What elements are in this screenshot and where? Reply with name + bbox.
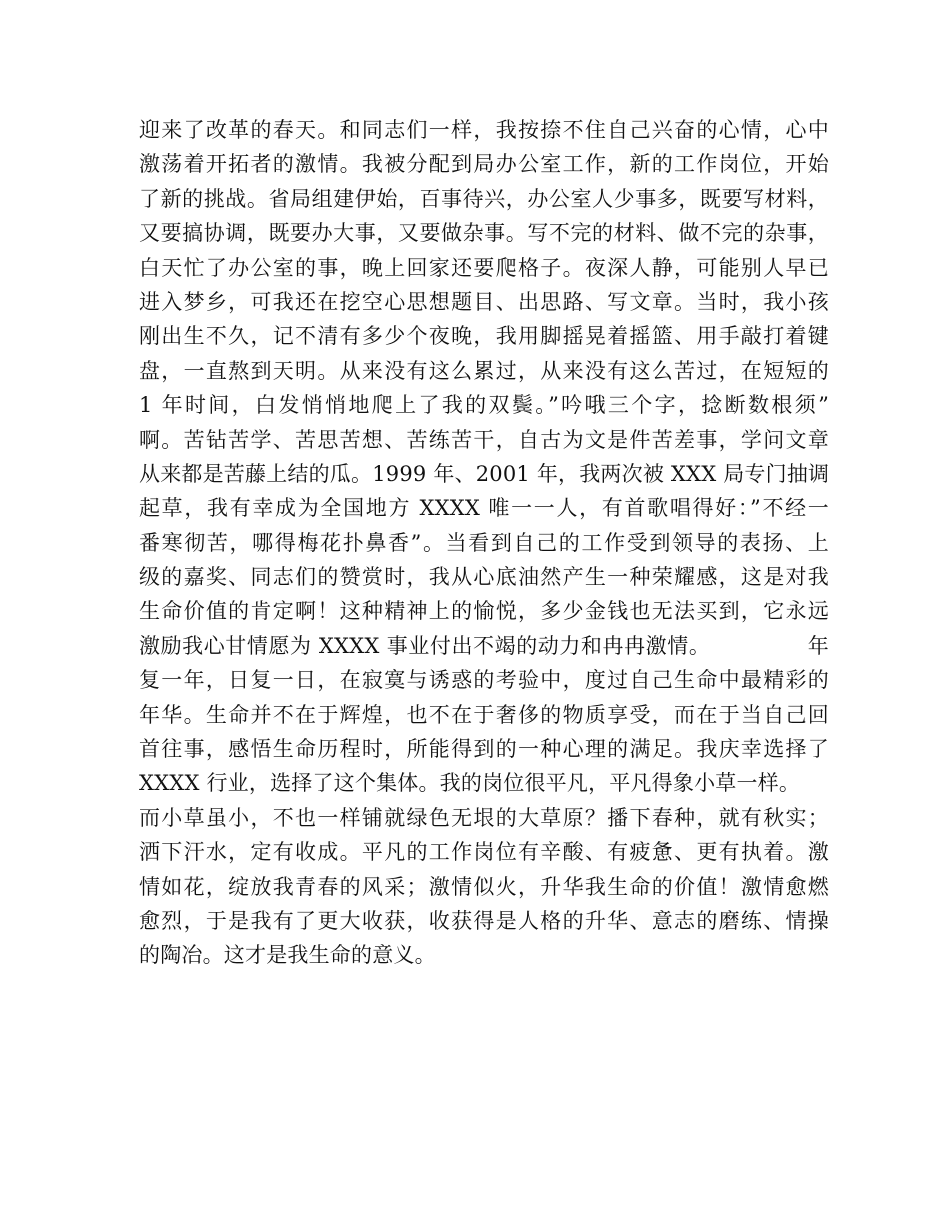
- text-line: 激荡着开拓者的激情。我被分配到局办公室工作，新的工作岗位，开始: [139, 152, 829, 177]
- text-line: XXXX 行业，选择了这个集体。我的岗位很平凡，平凡得象小草一样。: [139, 771, 801, 796]
- text-line: 情如花，绽放我青春的风采；激情似火，升华我生命的价值！激情愈燃: [139, 874, 829, 899]
- text-line: 年华。生命并不在于辉煌，也不在于奢侈的物质享受，而在于当自己回: [139, 702, 829, 727]
- text-line: 刚出生不久，记不清有多少个夜晚，我用脚摇晃着摇篮、用手敲打着键: [139, 324, 829, 349]
- text-line: 白天忙了办公室的事，晚上回家还要爬格子。夜深人静，可能别人早已: [139, 255, 829, 280]
- text-line: 洒下汗水，定有收成。平凡的工作岗位有辛酸、有疲惫、更有执着。激: [139, 840, 829, 865]
- text-line: 级的嘉奖、同志们的赞赏时，我从心底油然产生一种荣耀感，这是对我: [139, 565, 829, 590]
- text-line: 激励我心甘情愿为 XXXX 事业付出不竭的动力和冉冉激情。 年: [139, 633, 829, 658]
- text-line: 迎来了改革的春天。和同志们一样，我按捺不住自己兴奋的心情，心中: [139, 118, 829, 142]
- text-line: 又要搞协调，既要办大事，又要做杂事。写不完的材料、做不完的杂事，: [139, 221, 829, 246]
- text-line: 从来都是苦藤上结的瓜。1999 年、2001 年，我两次被 XXX 局专门抽调: [139, 461, 830, 486]
- text-line: 而小草虽小，不也一样铺就绿色无垠的大草原？播下春种，就有秋实；: [139, 805, 829, 830]
- text-line: 首往事，感悟生命历程时，所能得到的一种心理的满足。我庆幸选择了: [139, 737, 829, 762]
- text-line: 番寒彻苦，哪得梅花扑鼻香”。当看到自己的工作受到领导的表扬、上: [139, 530, 829, 555]
- text-line: 进入梦乡，可我还在挖空心思想题目、出思路、写文章。当时，我小孩: [139, 289, 829, 314]
- text-line: 复一年，日复一日，在寂寞与诱惑的考验中，度过自己生命中最精彩的: [139, 668, 829, 693]
- text-line: 啊。苦钻苦学、苦思苦想、苦练苦干，自古为文是件苦差事，学问文章: [139, 427, 829, 452]
- text-line: 愈烈，于是我有了更大收获，收获得是人格的升华、意志的磨练、情操: [139, 908, 829, 933]
- text-line: 了新的挑战。省局组建伊始，百事待兴，办公室人少事多，既要写材料，: [139, 186, 829, 211]
- text-line: 起草，我有幸成为全国地方 XXXX 唯一一人，有首歌唱得好：”不经一: [139, 496, 829, 521]
- text-line: 1 年时间，白发悄悄地爬上了我的双鬓。”吟哦三个字，捻断数根须”: [139, 393, 829, 418]
- text-line: 生命价值的肯定啊！这种精神上的愉悦，多少金钱也无法买到，它永远: [139, 599, 829, 624]
- body-paragraph: [139, 113, 829, 973]
- text-line: 的陶冶。这才是我生命的意义。: [139, 943, 436, 968]
- text-line: 盘，一直熬到天明。从来没有这么累过，从来没有这么苦过，在短短的: [139, 358, 829, 383]
